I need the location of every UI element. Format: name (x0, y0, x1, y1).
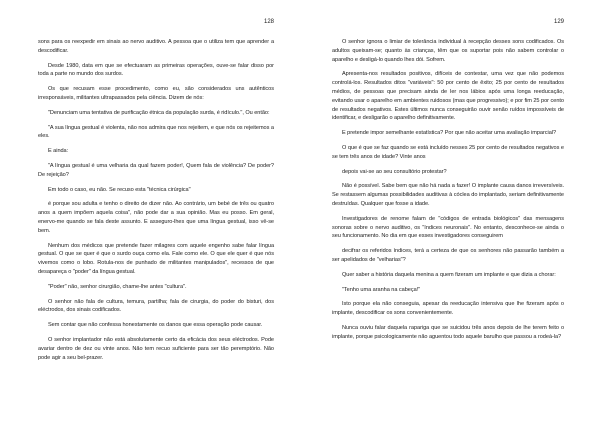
paragraph: "A língua gestual é uma velharia da qual fazem poder!, Quem fala de violência? De poder? De rejeição? (38, 162, 274, 178)
paragraph: Desde 1980, data em que se efectuaram as primeiras operações, ouve-se falar disso por toda a parte no mundo dos surdos. (38, 62, 274, 78)
paragraph: O senhor não fala de cultura, temura, partilha; fala de cirurgia, do poder do bisturi, dos eléctrodos, dos sinais codificados. (38, 298, 274, 314)
paragraph: Apresenta-nos resultados positivos, difíceis de contestar, uma vez que não podemos controlá-los. Resultados ditos "variáveis": 50 por cento de êxito; 25 por cento de resultados médios, de pessoas que precisam ainda de ler nos lábios após uma longa reeducação, evitando usar o aparelho em ambientes ruidosos (mas que progressivo); e por fim 25 por cento de resultados negativos. Estes últimos nunca conseguirão ouvir senão ruídos impossíveis de identificar, e desligarão o aparelho definitivamente. (332, 71, 564, 122)
paragraph: Quer saber a história daquela menina a quem fizeram um implante e que dizia a chorar: (342, 271, 556, 278)
paragraph: Nunca ouviu falar daquela rapariga que se suicidou três anos depois de lhe terem feito o implante, porque psicologicamente não aguentou todo aquele barulho que passou a rodeá-la? (332, 324, 564, 340)
paragraph: Investigadores de renome falam de "códigos de entrada biológicos" das mensagens sonoras sobre o nervo auditivo, os "índices neuronais". No entanto, desconhece-se ainda o seu funcionamento. No dia em que esses investigadores conseguirem (332, 215, 564, 240)
right-page-text (332, 38, 564, 342)
page-number: 128 (263, 19, 274, 25)
paragraph: "Tenho uma aranha na cabeça!" (342, 286, 421, 293)
paragraph: depois vai-se ao seu consultório protestar? (342, 168, 447, 175)
paragraph: Nenhum dos médicos que pretende fazer milagres com aquele engenho sabe falar língua gestual. O que se quer é que o surdo ouça como ela. Fale como ele. O que ele quer é que nós vivemos como o lobo. Rotula-nos de punhado de militantes manipulados", recessos de que desapareça o "poder" da língua gestual. (38, 242, 274, 275)
right-page (300, 0, 600, 424)
paragraph: O senhor implantador não está absolutamente certo da eficácia dos seus eléctrodos. Pode avariar dentro de dez ou vinte anos. Não tem recuo suficiente para ser tão peremptório. Não pode agir a seu bel-prazer. (38, 336, 274, 361)
paragraph: sons para os reexpedir em sinais ao nervo auditivo. A pessoa que o utiliza tem que aprender a descodificar. (38, 39, 274, 54)
paragraph: "Poder" não, senhor cirurgião, chame-lhe antes "cultura". (48, 283, 187, 290)
paragraph: Os que recusam esse procedimento, como eu, são considerados uns autênticos irresponsáveis, militantes ultrapassados pela ciência. Dizem de nós: (38, 86, 274, 101)
paragraph: "Denunciam uma tentativa de purificação étnica da população surda, é ridículo.", Ou então: (48, 109, 270, 116)
paragraph: O senhor ignora o limiar de tolerância individual à recepção desses sons codificados. Os adultos queixam-se; quanto às crianças, têm que os suportar pois não sabem controlar o aparelho e desligá-lo quando lhes dói. Sofrem. (332, 39, 564, 63)
left-page-text (38, 38, 274, 362)
paragraph: E ainda: (48, 148, 69, 155)
paragraph: Isto porque ela não conseguia, apesar da reeducação intensiva que lhe fizeram após o implante, descodificar os sons convenientemente. (332, 301, 564, 317)
paragraph: O que é que se faz quando se está incluído nesses 25 por cento de resultados negativos e se tem três anos de idade? Vinte anos (332, 144, 564, 160)
paragraph: decifrar os referidos índices, terá a certeza de que os senhores não passarão também a ser apelidados de "velharias"? (332, 248, 564, 263)
paragraph: E pretende impor semelhante estatística? Por que não aceitar uma avaliação imparcial? (342, 130, 557, 137)
paragraph: "A sua língua gestual é violenta, não nos admira que nos rejeitem, e que nós os rejeitemos a eles. (38, 124, 274, 140)
page-number: 129 (553, 19, 564, 25)
paragraph: Não é possível. Sabe bem que não há nada a fazer! O implante causa danos irreversíveis. Se restassem algumas possibilidades auditivas à cóclea do implantado, seriam definitivamente destruídas. Qualquer que fosse a idade. (332, 183, 564, 207)
paragraph: Sem contar que não confessa honestamente os danos que essa operação pode causar. (48, 322, 263, 329)
paragraph: Em todo o caso, eu não. Se recuso esta "técnica cirúrgica" (48, 186, 191, 193)
paragraph: é porque sou adulta e tenho o direito de dizer não. Ao contrário, um bebé de três ou quatro anos a quem impõem aquela coisa", não pode dar a sua opinião. Mas eu posso. Em geral, enervo-me quando se fala deste assunto. E asseguro-lhes que uma língua gestual, isso vê-se bem. (38, 201, 274, 234)
